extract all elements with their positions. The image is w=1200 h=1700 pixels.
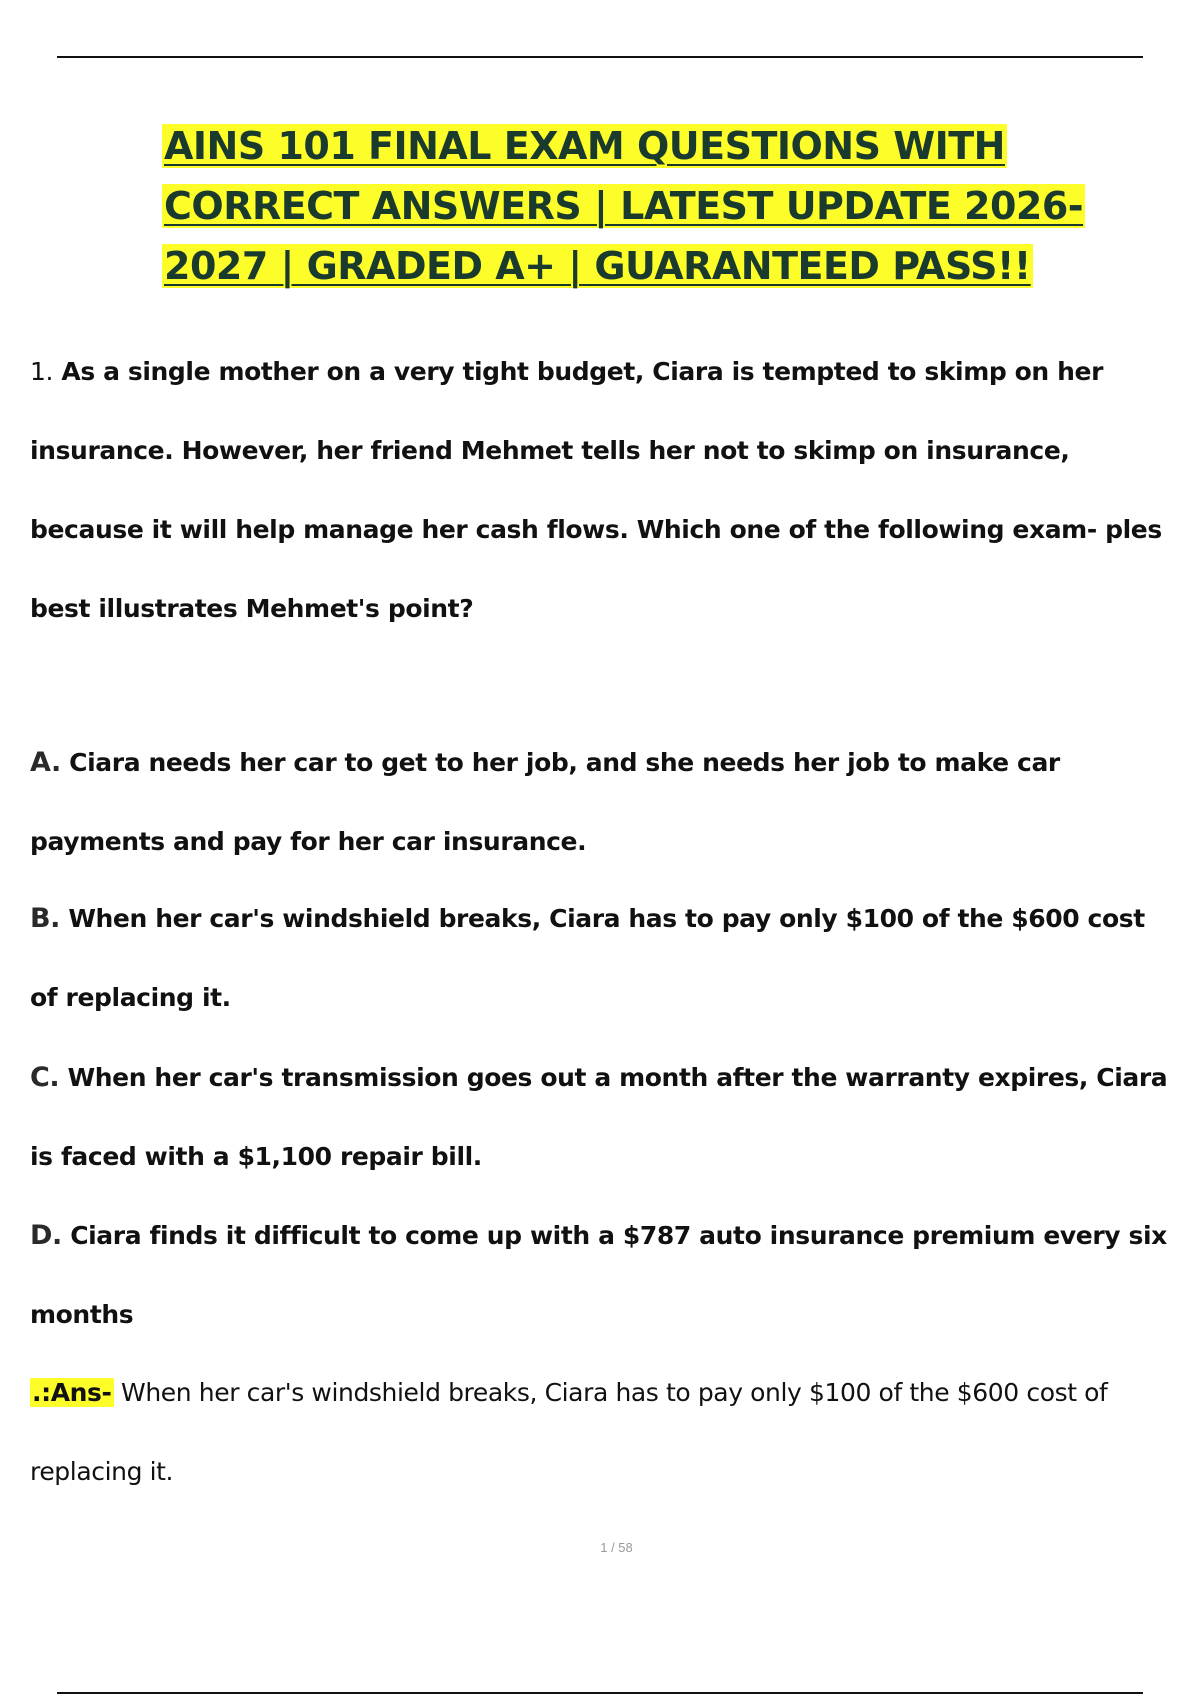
option-d [30, 1196, 1180, 1354]
question-1 [30, 332, 1180, 648]
bottom-divider [57, 1692, 1143, 1694]
option-b-letter: B. [30, 903, 61, 934]
option-c-letter: C. [30, 1062, 60, 1093]
option-a-letter: A. [30, 747, 61, 778]
answer-label: .:Ans- [32, 1378, 112, 1407]
document-title [162, 116, 1182, 296]
option-a [30, 723, 1180, 881]
option-a-text: Ciara needs her car to get to her job, and she needs her job to make car payments and pay for her car insurance. [30, 748, 1060, 856]
option-b-text: When her car's windshield breaks, Ciara has to pay only $100 of the $600 cost of replacing it. [30, 904, 1145, 1012]
question-text: As a single mother on a very tight budget, Ciara is tempted to skimp on her insurance. However, her friend Mehmet tells her not to skimp on insurance, because it will help manage her cash flows. Which one of the following exam- ples best illustrates Mehmet's point? [30, 357, 1162, 623]
answer [30, 1353, 1180, 1511]
page-number: 1 / 58 [600, 1540, 633, 1555]
answer-text: When her car's windshield breaks, Ciara has to pay only $100 of the $600 cost of replacing it. [30, 1378, 1108, 1486]
option-c-text: When her car's transmission goes out a month after the warranty expires, Ciara is faced with a $1,100 repair bill. [30, 1063, 1168, 1171]
top-divider [57, 56, 1143, 58]
option-d-letter: D. [30, 1220, 62, 1251]
document-title-text: AINS 101 FINAL EXAM QUESTIONS WITH CORRECT ANSWERS | LATEST UPDATE 2026-2027 | GRADED A+ | GUARANTEED PASS!! [164, 124, 1084, 288]
option-d-text: Ciara finds it difficult to come up with a $787 auto insurance premium every six months [30, 1221, 1167, 1329]
question-number: 1. [30, 357, 54, 386]
option-c [30, 1038, 1180, 1196]
option-b [30, 879, 1180, 1037]
